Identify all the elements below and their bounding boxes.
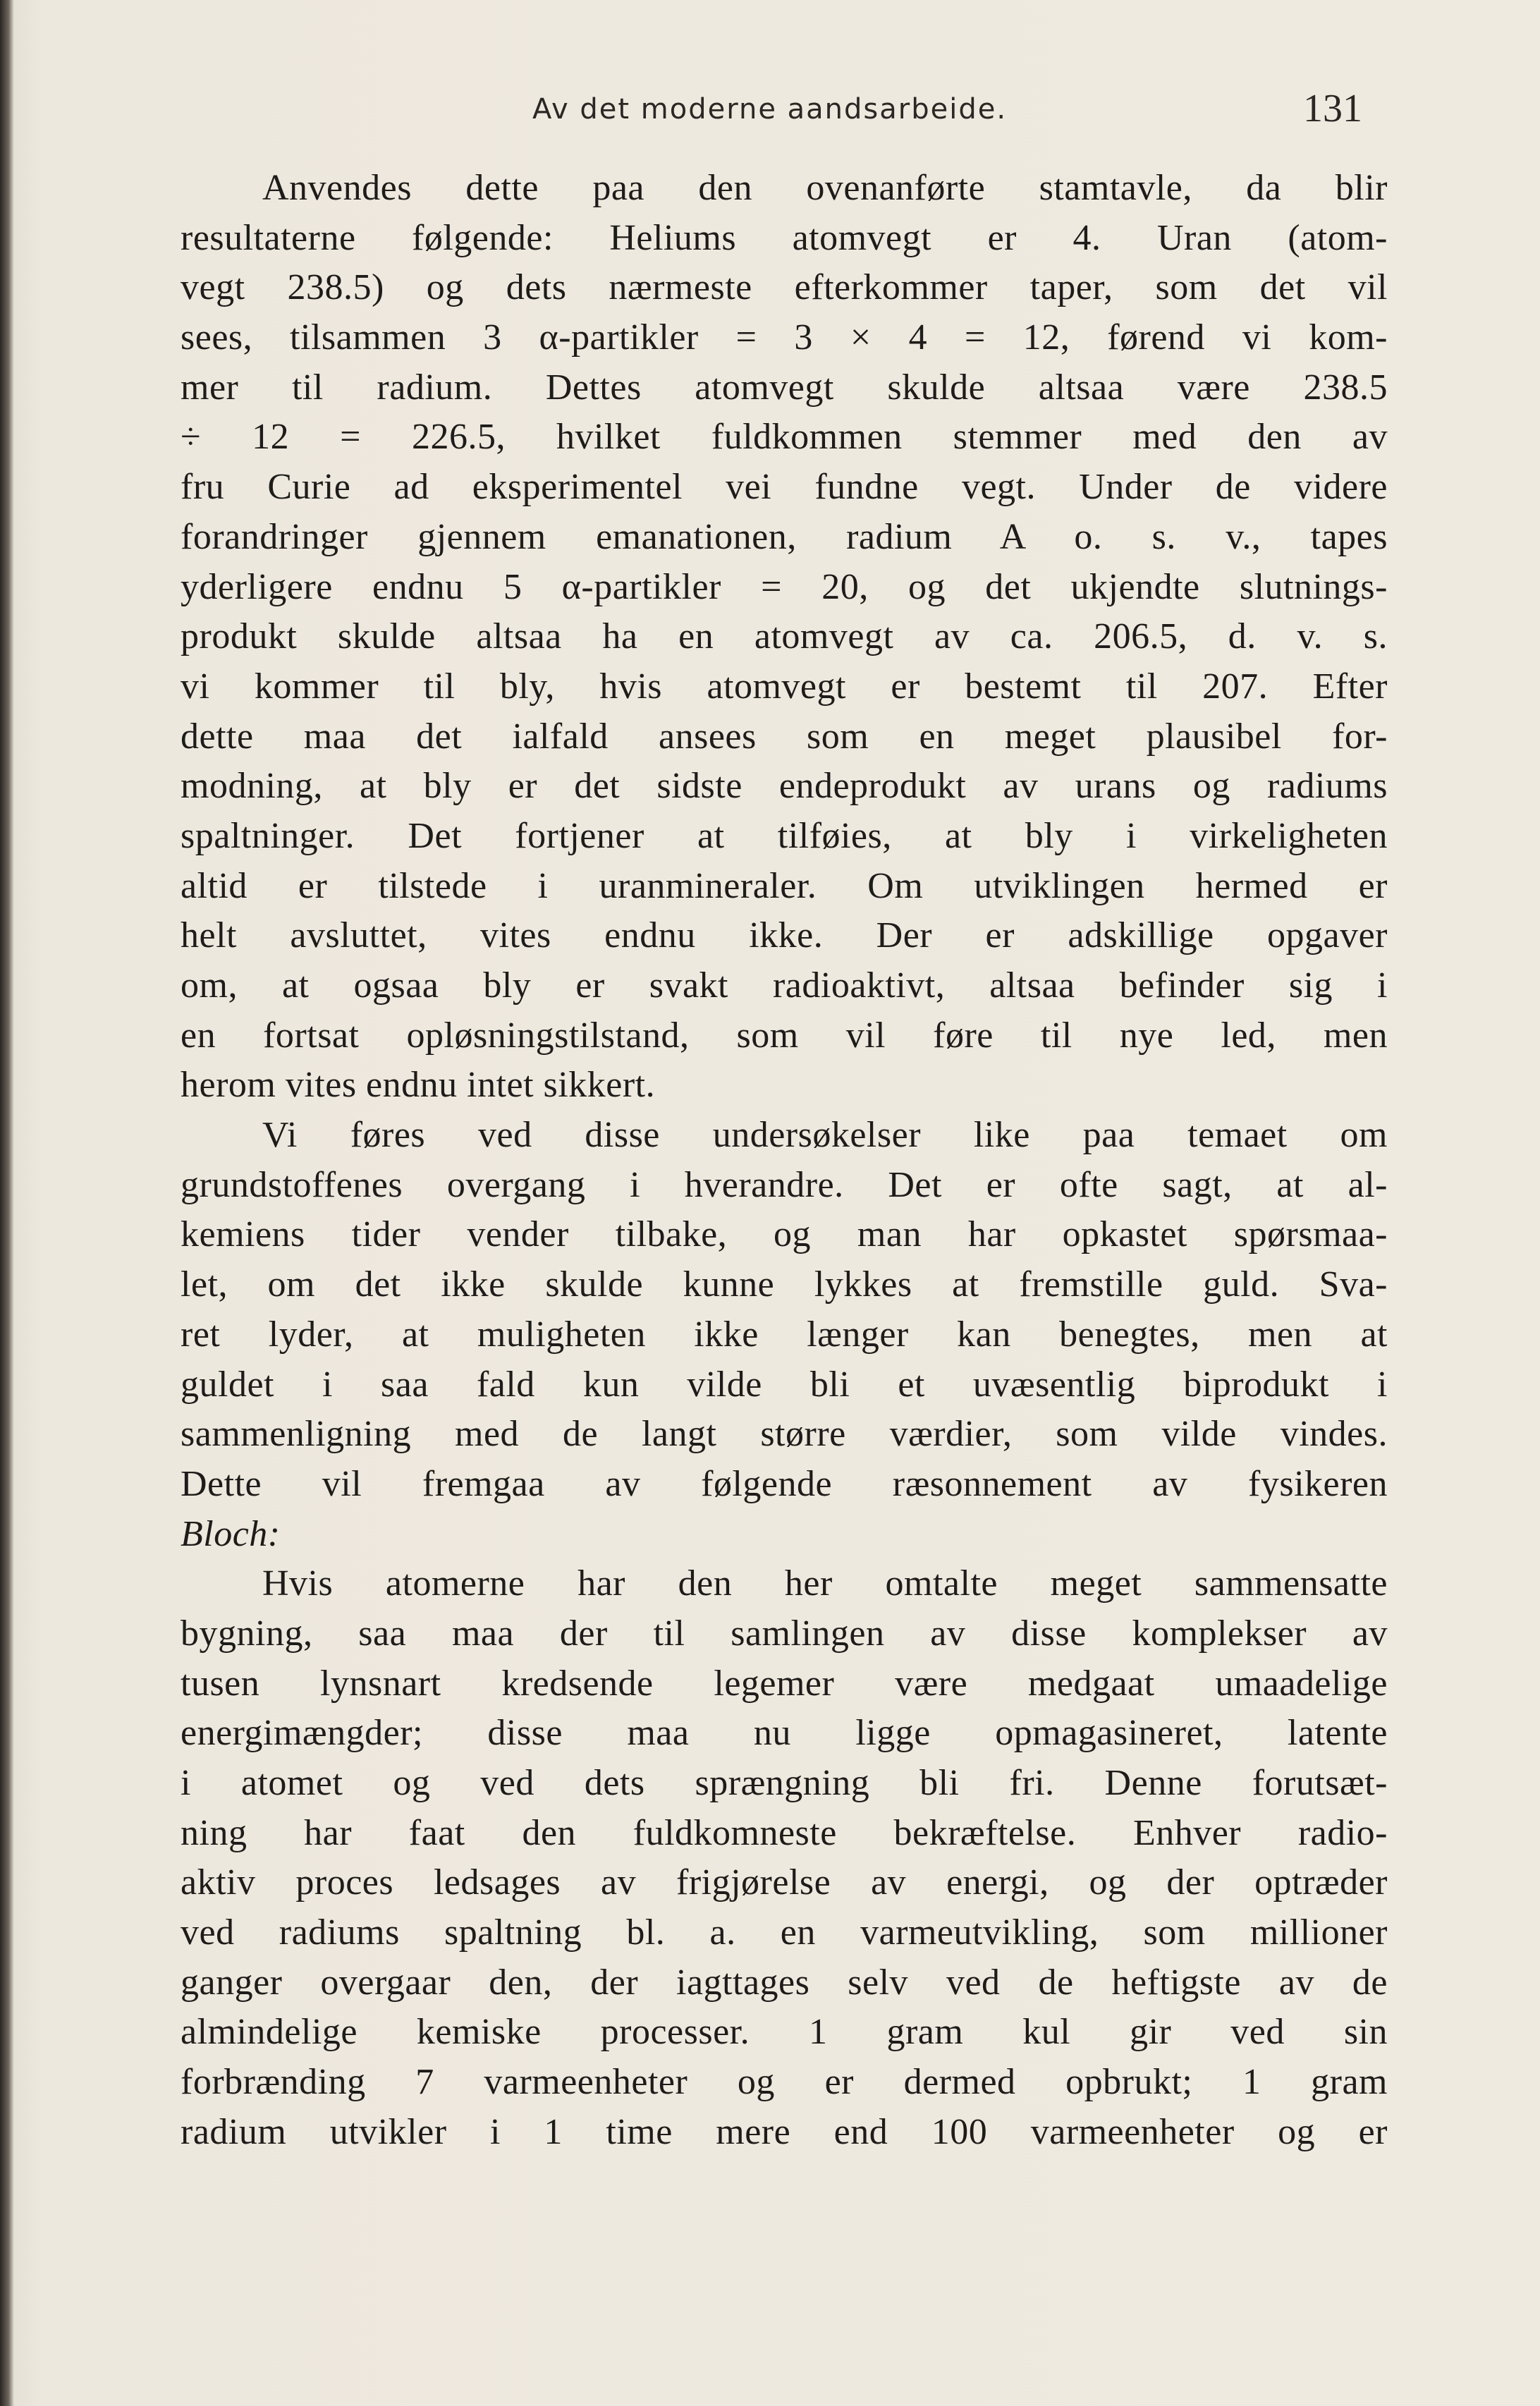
text-line: Bloch: [181, 1513, 281, 1554]
text-line: mer til radium. Dettes atomvegt skulde altsaa være 238.5 [181, 367, 1388, 408]
text-line: sammenligning med de langt større værdier, som vilde vindes. [181, 1414, 1388, 1455]
text-line: energimængder; disse maa nu ligge opmagasineret, latente [181, 1713, 1388, 1754]
book-gutter [0, 0, 14, 2406]
text-line: fru Curie ad eksperimentel vei fundne vegt. Under de videre [181, 467, 1388, 508]
text-line: aktiv proces ledsages av frigjørelse av energi, og der optræder [181, 1862, 1388, 1903]
text-line: helt avsluttet, vites endnu ikke. Der er adskillige opgaver [181, 915, 1388, 956]
text-line: bygning, saa maa der til samlingen av disse komplekser av [181, 1613, 1388, 1654]
text-line: resultaterne følgende: Heliums atomvegt er 4. Uran (atom- [181, 217, 1388, 258]
text-line: ved radiums spaltning bl. a. en varmeutvikling, som millioner [181, 1912, 1388, 1953]
text-line: grundstoffenes overgang i hverandre. Det er ofte sagt, at al- [181, 1164, 1388, 1205]
text-line: altid er tilstede i uranmineraler. Om utviklingen hermed er [181, 865, 1388, 906]
body-text [181, 164, 1388, 2158]
text-line: Anvendes dette paa den ovenanførte stamtavle, da blir [262, 168, 1388, 208]
text-line: en fortsat opløsningstilstand, som vil føre til nye led, men [181, 1015, 1388, 1056]
text-line: Hvis atomerne har den her omtalte meget sammensatte [262, 1563, 1388, 1604]
text-line: herom vites endnu intet sikkert. [181, 1065, 656, 1106]
text-line: produkt skulde altsaa ha en atomvegt av ca. 206.5, d. v. s. [181, 616, 1388, 657]
page-number: 131 [1303, 87, 1362, 130]
text-line: om, at ogsaa bly er svakt radioaktivt, altsaa befinder sig i [181, 965, 1388, 1006]
text-line: radium utvikler i 1 time mere end 100 varmeenheter og er [181, 2111, 1388, 2152]
text-line: kemiens tider vender tilbake, og man har opkastet spørsmaa- [181, 1214, 1388, 1255]
text-line: vi kommer til bly, hvis atomvegt er bestemt til 207. Efter [181, 666, 1388, 707]
text-line: let, om det ikke skulde kunne lykkes at fremstille guld. Sva- [181, 1264, 1388, 1305]
text-line: forbrænding 7 varmeenheter og er dermed opbrukt; 1 gram [181, 2062, 1388, 2103]
text-line: ÷ 12 = 226.5, hvilket fuldkommen stemmer med den av [181, 417, 1388, 458]
text-line: ganger overgaar den, der iagttages selv ved de heftigste av de [181, 1962, 1388, 2003]
text-line: i atomet og ved dets sprængning bli fri. Denne forutsæt- [181, 1763, 1388, 1803]
text-line: guldet i saa fald kun vilde bli et uvæsentlig biprodukt i [181, 1364, 1388, 1405]
text-line: almindelige kemiske processer. 1 gram kul gir ved sin [181, 2012, 1388, 2053]
text-line: Dette vil fremgaa av følgende ræsonnement av fysikeren [181, 1463, 1388, 1504]
text-line: spaltninger. Det fortjener at tilføies, at bly i virkeligheten [181, 815, 1388, 856]
text-line: yderligere endnu 5 α-partikler = 20, og det ukjendte slutnings- [181, 566, 1388, 607]
text-line: Vi føres ved disse undersøkelser like paa temaet om [262, 1115, 1388, 1156]
text-line: ret lyder, at muligheten ikke længer kan benegtes, men at [181, 1314, 1388, 1355]
text-line: ning har faat den fuldkomneste bekræftelse. Enhver radio- [181, 1812, 1388, 1853]
running-title: Av det moderne aandsarbeide. [532, 93, 1008, 126]
running-head [0, 86, 1540, 142]
text-line: vegt 238.5) og dets nærmeste efterkommer taper, som det vil [181, 267, 1388, 308]
text-line: sees, tilsammen 3 α-partikler = 3 × 4 = 12, førend vi kom- [181, 317, 1388, 358]
text-line: forandringer gjennem emanationen, radium A o. s. v., tapes [181, 516, 1388, 557]
text-line: dette maa det ialfald ansees som en meget plausibel for- [181, 716, 1388, 757]
text-line: modning, at bly er det sidste endeprodukt av urans og radiums [181, 766, 1388, 807]
text-line: tusen lynsnart kredsende legemer være medgaat umaadelige [181, 1663, 1388, 1704]
